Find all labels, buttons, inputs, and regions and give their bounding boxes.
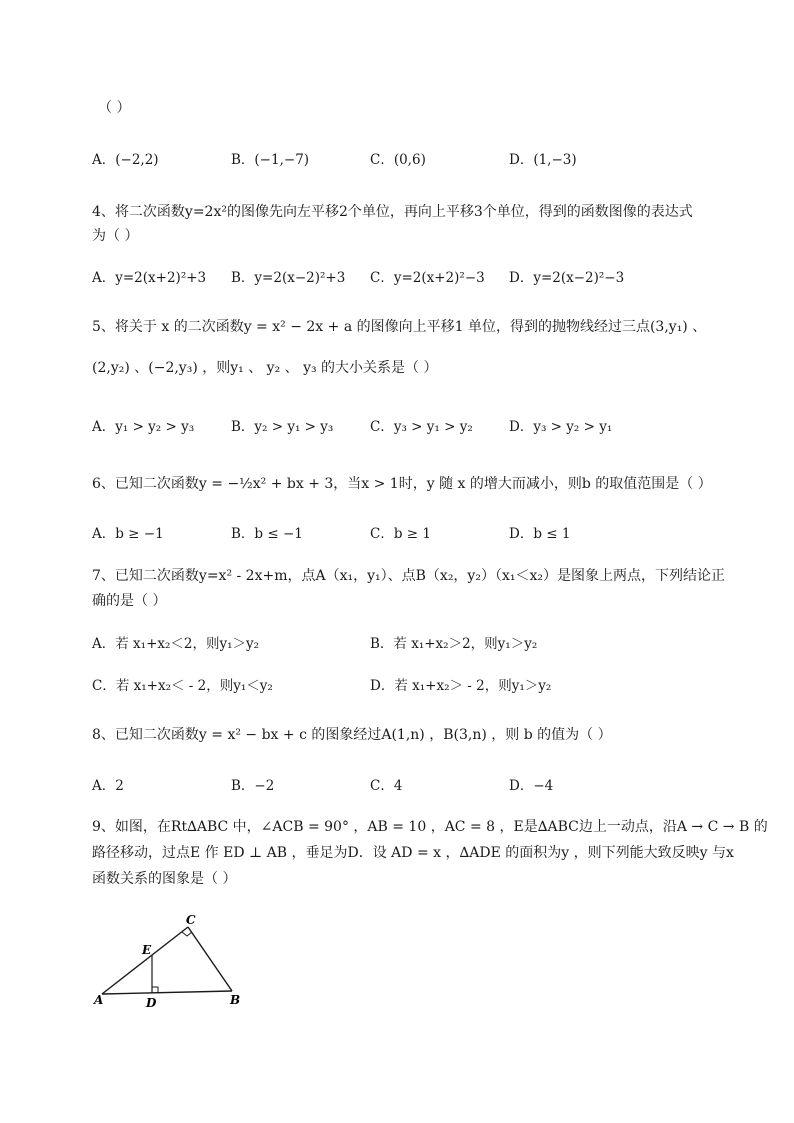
q9-stem-line2: 路径移动，过点E 作 ED ⊥ AB ，垂足为D．设 AD = x ，∆ADE 的面积为y ，则下列能大致反映y 与x (92, 845, 734, 861)
q7-option-a: A．若 x₁+x₂＜2，则y₁＞y₂ (92, 636, 260, 652)
q7-option-c: C．若 x₁+x₂＜ - 2，则y₁＜y₂ (92, 678, 273, 694)
q6-option-c: C．b ≥ 1 (370, 526, 431, 542)
q8-option-c: C．4 (370, 778, 403, 794)
q7-stem-line1: 7、已知二次函数y=x² - 2x+m，点A（x₁，y₁）、点B（x₂，y₂）（x₁＜x₂）是图象上两点，下列结论正 (92, 568, 725, 584)
q5-option-c: C．y₃ > y₁ > y₂ (370, 419, 473, 435)
q7-stem-line2: 确的是（ ） (92, 593, 167, 609)
q5-option-a: A．y₁ > y₂ > y₃ (92, 419, 195, 435)
q3-option-c: C．(0,6) (370, 152, 426, 168)
right-angle-mark-c (182, 932, 192, 936)
q4-stem-line1: 4、将二次函数y=2x²的图像先向左平移2个单位，再向上平移3个单位，得到的函数图像的表达式 (92, 204, 693, 220)
q4-option-a: A．y=2(x+2)²+3 (92, 270, 207, 286)
q6-option-b: B．b ≤ −1 (231, 526, 303, 542)
q4-option-d: D．y=2(x−2)²−3 (509, 270, 625, 286)
q4-option-c: C．y=2(x+2)²−3 (370, 270, 485, 286)
q5-stem-line2: (2,y₂) 、(−2,y₃) ，则y₁ 、 y₂ 、 y₃ 的大小关系是（ ） (92, 360, 438, 376)
side-ac (102, 927, 188, 994)
q4-option-b: B．y=2(x−2)²+3 (231, 270, 346, 286)
label-d: D (146, 996, 157, 1010)
q6-stem-line1: 6、已知二次函数y = −½x² + bx + 3，当x > 1时，y 随 x 的增大而减小，则b 的取值范围是（ ） (92, 476, 712, 492)
q5-option-d: D．y₃ > y₂ > y₁ (509, 419, 613, 435)
previous-question-answer-paren: （ ） (98, 100, 131, 116)
q9-stem-line3: 函数关系的图象是（ ） (92, 871, 237, 887)
q7-option-b: B．若 x₁+x₂＞2，则y₁＞y₂ (370, 636, 538, 652)
q7-option-d: D．若 x₁+x₂＞ - 2，则y₁＞y₂ (370, 678, 552, 694)
q6-option-a: A．b ≥ −1 (92, 526, 164, 542)
q8-option-a: A．2 (92, 778, 124, 794)
triangle-figure (92, 908, 262, 1022)
q8-option-b: B．−2 (231, 778, 275, 794)
q3-option-d: D．(1,−3) (509, 152, 577, 168)
side-cb (188, 927, 232, 991)
q8-stem-line1: 8、已知二次函数y = x² − bx + c 的图象经过A(1,n) ，B(3,n) ，则 b 的值为（ ） (92, 727, 612, 743)
q5-option-b: B．y₂ > y₁ > y₃ (231, 419, 334, 435)
q8-option-d: D．−4 (509, 778, 554, 794)
label-b: B (230, 993, 241, 1007)
q9-stem-line1: 9、如图，在Rt∆ABC 中，∠ACB = 90° ，AB = 10 ，AC = 8 ，E是∆ABC边上一动点，沿A → C → B 的 (92, 819, 768, 835)
q3-option-b: B．(−1,−7) (231, 152, 310, 168)
q4-stem-line2: 为（ ） (92, 228, 139, 244)
label-a: A (94, 993, 104, 1007)
label-c: C (186, 913, 196, 927)
triangle-diagram (92, 908, 262, 1018)
q3-option-a: A．(−2,2) (92, 152, 159, 168)
label-e: E (142, 943, 152, 957)
side-ab (102, 991, 232, 994)
q6-option-d: D．b ≤ 1 (509, 526, 571, 542)
q5-stem-line1: 5、将关于 x 的二次函数y = x² − 2x + a 的图像向上平移1 单位，得到的抛物线经过三点(3,y₁) 、 (92, 319, 707, 335)
